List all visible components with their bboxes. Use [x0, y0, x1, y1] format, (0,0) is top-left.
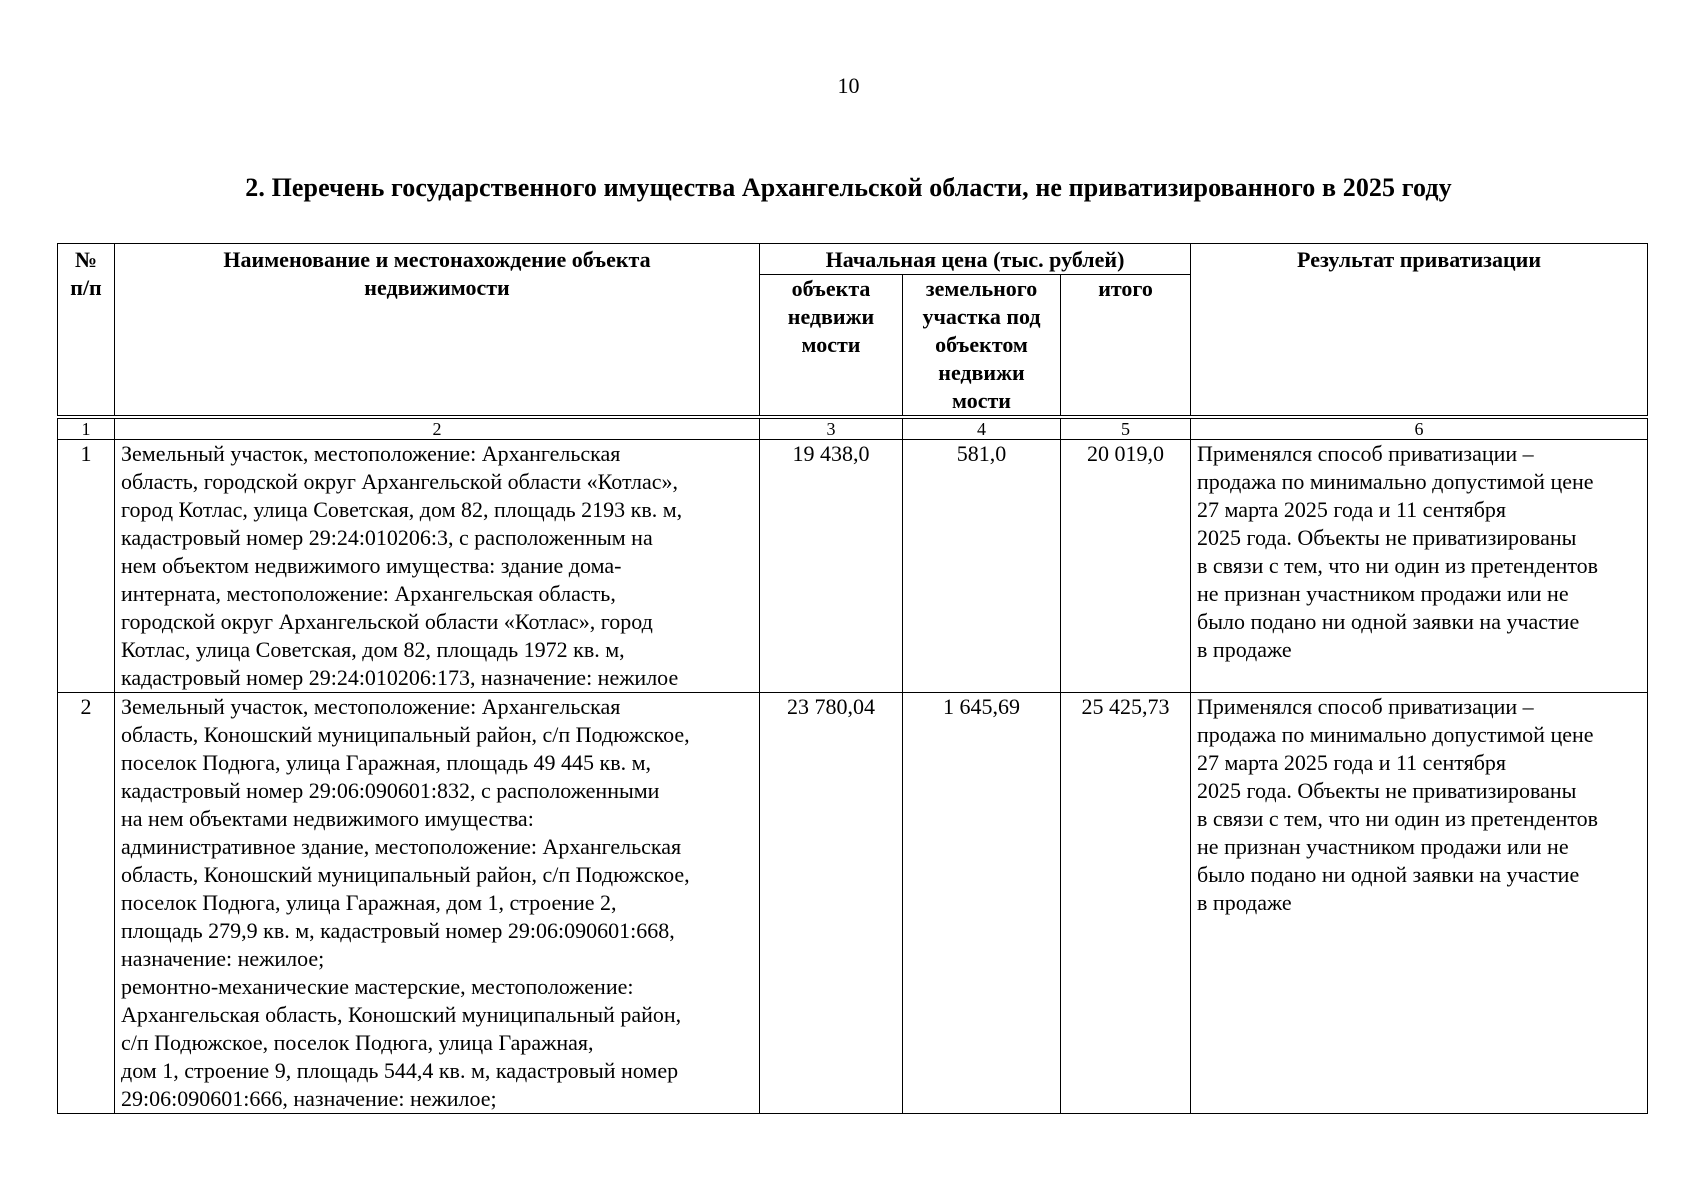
column-number: 5 [1061, 417, 1191, 440]
row-price-object: 19 438,0 [760, 440, 903, 693]
header-price-group: Начальная цена (тыс. рублей) [760, 244, 1191, 275]
header-price-object: объекта недвижи мости [760, 275, 903, 418]
header-price-land: земельного участка под объектом недвижи мости [903, 275, 1061, 418]
column-number: 2 [115, 417, 760, 440]
row-price-total: 20 019,0 [1061, 440, 1191, 693]
property-table [57, 243, 1648, 1114]
table-row [58, 440, 1648, 693]
column-number: 4 [903, 417, 1061, 440]
row-price-land: 581,0 [903, 440, 1061, 693]
row-result: Применялся способ приватизации – продажа по минимально допустимой цене 27 марта 2025 года и 11 сентября 2025 года. Объекты не приватизированы в связи с тем, что ни один из претендентов не признан участником продажи или не было подано ни одной заявки на участие в продаже [1191, 693, 1648, 1114]
column-number: 3 [760, 417, 903, 440]
column-numbers-row [58, 417, 1648, 440]
row-description: Земельный участок, местоположение: Архангельская область, Коношский муниципальный район, с/п Подюжское, поселок Подюга, улица Гаражная, площадь 49 445 кв. м, кадастровый номер 29:06:090601:832, с расположенными на нем объектами недвижимого имущества: административное здание, местоположение: Архангельская область, Коношский муниципальный район, с/п Подюжское, поселок Подюга, улица Гаражная, дом 1, строение 2, площадь 279,9 кв. м, кадастровый номер 29:06:090601:668, назначение: нежилое; ремонтно-механические мастерские, местоположение: Архангельская область, Коношский муниципальный район, с/п Подюжское, поселок Подюга, улица Гаражная, дом 1, строение 9, площадь 544,4 кв. м, кадастровый номер 29:06:090601:666, назначение: нежилое; [115, 693, 760, 1114]
row-price-total: 25 425,73 [1061, 693, 1191, 1114]
row-price-land: 1 645,69 [903, 693, 1061, 1114]
header-result: Результат приватизации [1191, 244, 1648, 418]
page-number: 10 [837, 73, 860, 98]
table-row [58, 693, 1648, 1114]
column-number: 6 [1191, 417, 1648, 440]
row-price-object: 23 780,04 [760, 693, 903, 1114]
header-name: Наименование и местонахождение объекта недвижимости [115, 244, 760, 418]
header-number: № п/п [58, 244, 115, 418]
column-number: 1 [58, 417, 115, 440]
row-number: 2 [58, 693, 115, 1114]
row-description: Земельный участок, местоположение: Архангельская область, городской округ Архангельской области «Котлас», город Котлас, улица Советская, дом 82, площадь 2193 кв. м, кадастровый номер 29:24:010206:3, с расположенным на нем объектом недвижимого имущества: здание дома- интерната, местоположение: Архангельская область, городской округ Архангельской области «Котлас», город Котлас, улица Советская, дом 82, площадь 1972 кв. м, кадастровый номер 29:24:010206:173, назначение: нежилое [115, 440, 760, 693]
row-number: 1 [58, 440, 115, 693]
header-price-total: итого [1061, 275, 1191, 418]
document-title: 2. Перечень государственного имущества Архангельской области, не приватизированного в 2025 году [245, 173, 1452, 202]
row-result: Применялся способ приватизации – продажа по минимально допустимой цене 27 марта 2025 года и 11 сентября 2025 года. Объекты не приватизированы в связи с тем, что ни один из претендентов не признан участником продажи или не было подано ни одной заявки на участие в продаже [1191, 440, 1648, 693]
